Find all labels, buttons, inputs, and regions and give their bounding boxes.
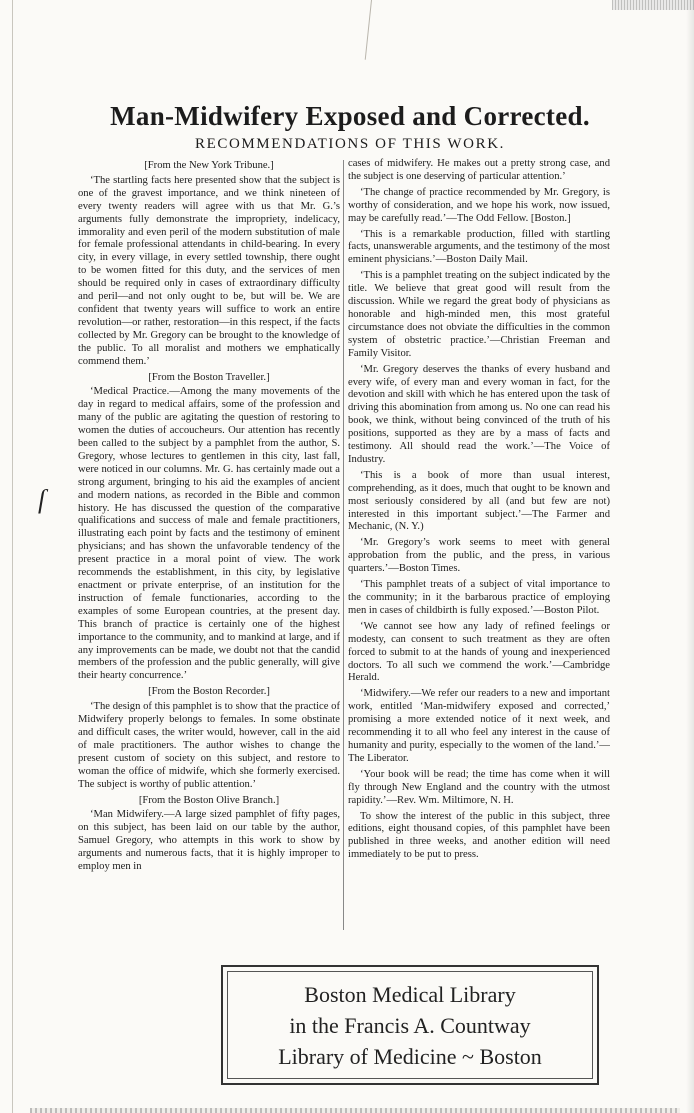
- paragraph: ‘We cannot see how any lady of refined feelings or modesty, can consent to such treatment as they are often forced to submit to at the hands of young and inexperienced doctors. To all such we commend the work.’—Cambridge Herald.: [348, 620, 610, 684]
- paragraph: ‘Man Midwifery.—A large sized pamphlet of fifty pages, on this subject, has been laid on our table by the author, Samuel Gregory, who attempts in this work to show by arguments and numerous facts, that it is highly improper to employ men in: [78, 809, 340, 873]
- paragraph: ‘This is a book of more than usual interest, comprehending, as it does, much that ought to be known and most seriously considered by all (and but few are not) interested in this important subject.’—The Farmer and Mechanic, (N. Y.): [348, 469, 610, 533]
- margin-mark: ſ: [38, 485, 46, 514]
- page-crease: [365, 0, 372, 60]
- column-divider: [343, 160, 344, 930]
- page-fold-line: [12, 0, 13, 1113]
- page-subtitle: RECOMMENDATIONS OF THIS WORK.: [194, 136, 506, 152]
- paragraph: ‘Mr. Gregory deserves the thanks of every husband and every wife, of every man and every woman in fact, for the devotion and skill with which he has entered upon the task of driving this abomination from among us. No one can read his book, we think, without being convinced of the truth of his positions, supported as they are by a mass of facts and testimony. All should read the work.’—The Voice of Industry.: [348, 363, 610, 465]
- page-header: [30, 100, 670, 153]
- torn-bottom-edge: [30, 1108, 680, 1113]
- paragraph: ‘The design of this pamphlet is to show that the practice of Midwifery properly belongs to females. In some obstinate and difficult cases, the writer would, however, call in the aid of male practitioners. The author wishes to change the present custom of society on this subject, and restore to woman the office of midwife, which she formerly exercised. The subject is worthy of public attention.’: [78, 701, 340, 790]
- paragraph: ‘This pamphlet treats of a subject of vital importance to the community; in it the barbarous practice of employing men in cases of childbirth is fully exposed.’—Boston Pilot.: [348, 579, 610, 616]
- stamp-line-3: Library of Medicine ~ Boston: [278, 1044, 542, 1069]
- right-column: [348, 158, 610, 948]
- paragraph: ‘Your book will be read; the time has come when it will fly through New England and the country with the utmost rapidity.’—Rev. Wm. Miltimore, N. H.: [348, 768, 610, 806]
- paragraph: ‘This is a remarkable production, filled with startling facts, unanswerable arguments, and the testimony of the most eminent physicians.’—Boston Daily Mail.: [348, 228, 610, 266]
- article-columns: [78, 158, 610, 948]
- page-title: Man-Midwifery Exposed and Corrected.: [110, 101, 590, 131]
- paragraph: cases of midwifery. He makes out a pretty strong case, and the subject is one deserving of particular attention.’: [348, 158, 610, 182]
- torn-corner: [612, 0, 694, 10]
- paragraph: ‘Medical Practice.—Among the many movements of the day in regard to medical affairs, some of the profession and many of the public are agitating the question of restoring to women the duties of accoucheurs. Our attention has recently been called to the subject by a pamphlet from the author, S. Gregory, whose lectures to gentlemen in this city, last fall, were noticed in our columns. Mr. G. has certainly made out a strong argument, bringing to his aid the examples of ancient and modern nations, as recorded in the Bible and common history. He has discussed the question of the comparative qualifications and success of male and female practitioners, illustrating each point by facts and the testimony of eminent physicians; and has shown the unfavorable tendency of the present practice in a moral point of view. The work recommends the establishment, in this city, by legislative enactment or private enterprise, of an institution for the instruction of female functionaries, according to the examples of some European countries, at the present day. This branch of practice is certainly one of the highest importance to the community, and to mankind at large, and if any improvements can be made, we doubt not that the candid members of the profession and the public generally, will give their hearty concurrence.’: [78, 386, 340, 682]
- source-heading: [From the New York Tribune.]: [144, 160, 274, 171]
- source-heading: [From the Boston Olive Branch.]: [138, 794, 280, 806]
- stamp-line-1: Boston Medical Library: [304, 982, 516, 1007]
- stamp-line-2: in the Francis A. Countway: [289, 1013, 531, 1038]
- library-stamp: [221, 965, 599, 1085]
- page-edge-shadow: [686, 0, 694, 1113]
- paragraph: ‘The change of practice recommended by Mr. Gregory, is worthy of consideration, and we hope his work, now issued, may be carefully read.’—The Odd Fellow. [Boston.]: [348, 186, 610, 224]
- paragraph: To show the interest of the public in this subject, three editions, eight thousand copies, of this pamphlet have been published in three weeks, and another edition will need immediately to be put to press.: [348, 810, 610, 861]
- paragraph: ‘Mr. Gregory’s work seems to meet with general approbation from the public, and the press, in various quarters.’—Boston Times.: [348, 537, 610, 575]
- source-heading: [From the Boston Traveller.]: [148, 371, 270, 383]
- stamp-text: [223, 979, 597, 1072]
- paragraph: ‘The startling facts here presented show that the subject is one of the gravest importance, and we think nineteen of every twenty readers will agree with us that Mr. G.’s arguments fully demonstrate the impropriety, indelicacy, immorality and even peril of the modern substitution of male for female professional attendants in child-bearing. In every city, in every village, in every settled township, there ought to be women fitted for this duty, and the services of men should be required only in cases of extraordinary difficulty and peril—and not only ought to be, but will be. We are confident that twenty years will suffice to work an entire revolution—or rather, restoration—in this respect, if the facts collected by Mr. Gregory can be brought to the knowledge of the public. To all moralist and mothers we emphatically commend them.’: [78, 174, 340, 367]
- left-column: [78, 158, 340, 948]
- paragraph: ‘Midwifery.—We refer our readers to a new and important work, entitled ‘Man-midwifery exposed and corrected,’ promising a more extended notice of it next week, and recommending it to all who feel any interest in the cause of humanity and purity, especially to the women of the land.’—The Liberator.: [348, 688, 610, 764]
- source-heading: [From the Boston Recorder.]: [148, 686, 270, 698]
- paragraph: ‘This is a pamphlet treating on the subject indicated by the title. We believe that great good will result from the discussion. While we regard the great body of physicians as honorable and high-minded men, this most grateful circumstance does not obviate the difficulties in the common system of obstetric practice.’—Christian Freeman and Family Visitor.: [348, 270, 610, 359]
